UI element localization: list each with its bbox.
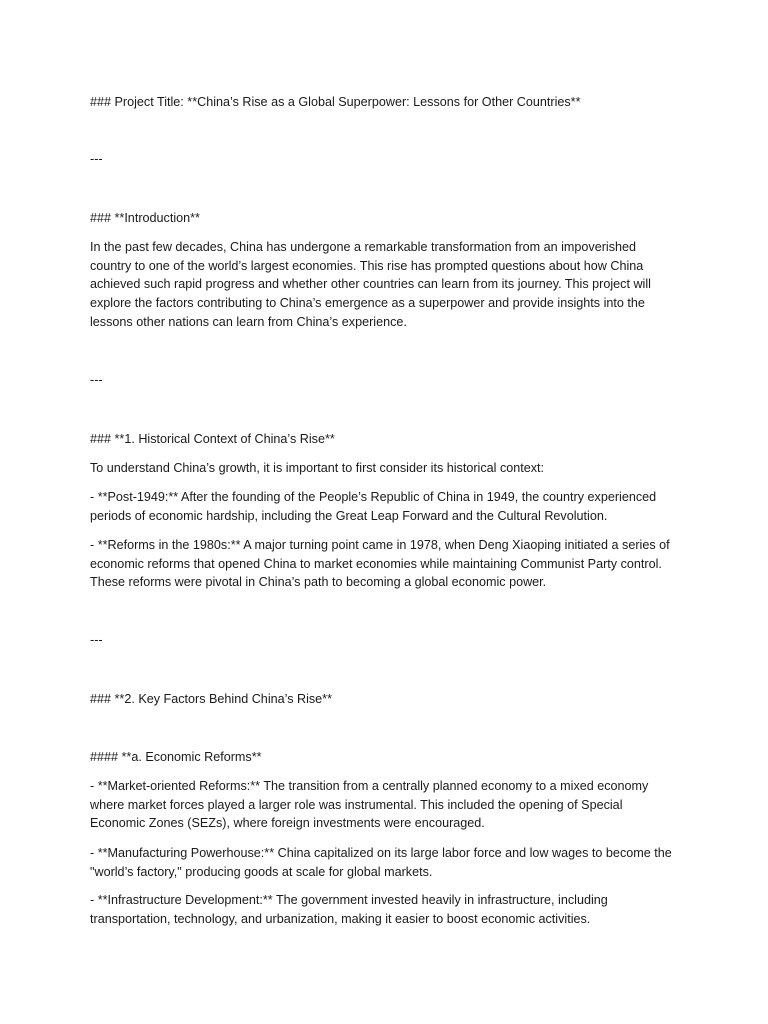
section-2a-item-manufacturing: - **Manufacturing Powerhouse:** China capitalized on its large labor force and low wages to become the "world’s factory," producing goods at scale for global markets. xyxy=(90,846,672,879)
project-title: ### Project Title: **China’s Rise as a Global Superpower: Lessons for Other Countries** xyxy=(90,95,581,109)
intro-heading: ### **Introduction** xyxy=(90,211,200,225)
section-1-heading: ### **1. Historical Context of China’s Rise** xyxy=(90,432,335,446)
intro-paragraph: In the past few decades, China has undergone a remarkable transformation from an impoverished country to one of the world’s largest economies. This rise has prompted questions about how China achieved such rapid progress and whether other countries can learn from its journey. This project will explore the factors contributing to China’s emergence as a superpower and provide insights into the lessons other nations can learn from China’s experience. xyxy=(90,240,651,329)
separator: --- xyxy=(90,373,103,387)
section-2-heading: ### **2. Key Factors Behind China’s Rise** xyxy=(90,692,332,706)
section-1-item-reforms-1980s: - **Reforms in the 1980s:** A major turning point came in 1978, when Deng Xiaoping initiated a series of economic reforms that opened China to market economies while maintaining Communist Party control. These reforms were pivotal in China’s path to becoming a global economic power. xyxy=(90,538,670,590)
section-2a-item-infrastructure: - **Infrastructure Development:** The government invested heavily in infrastructure, including transportation, technology, and urbanization, making it easier to boost economic activities. xyxy=(90,893,608,926)
section-1-lead: To understand China’s growth, it is important to first consider its historical context: xyxy=(90,461,545,475)
separator: --- xyxy=(90,152,103,166)
section-2a-item-market-reforms: - **Market-oriented Reforms:** The transition from a centrally planned economy to a mixed economy where market forces played a larger role was instrumental. This included the opening of Special Economic Zones (SEZs), where foreign investments were encouraged. xyxy=(90,779,649,831)
section-2a-subheading: #### **a. Economic Reforms** xyxy=(90,750,262,764)
section-1-item-post-1949: - **Post-1949:** After the founding of the People’s Republic of China in 1949, the country experienced periods of economic hardship, including the Great Leap Forward and the Cultural Revolution. xyxy=(90,490,657,523)
separator: --- xyxy=(90,633,103,647)
